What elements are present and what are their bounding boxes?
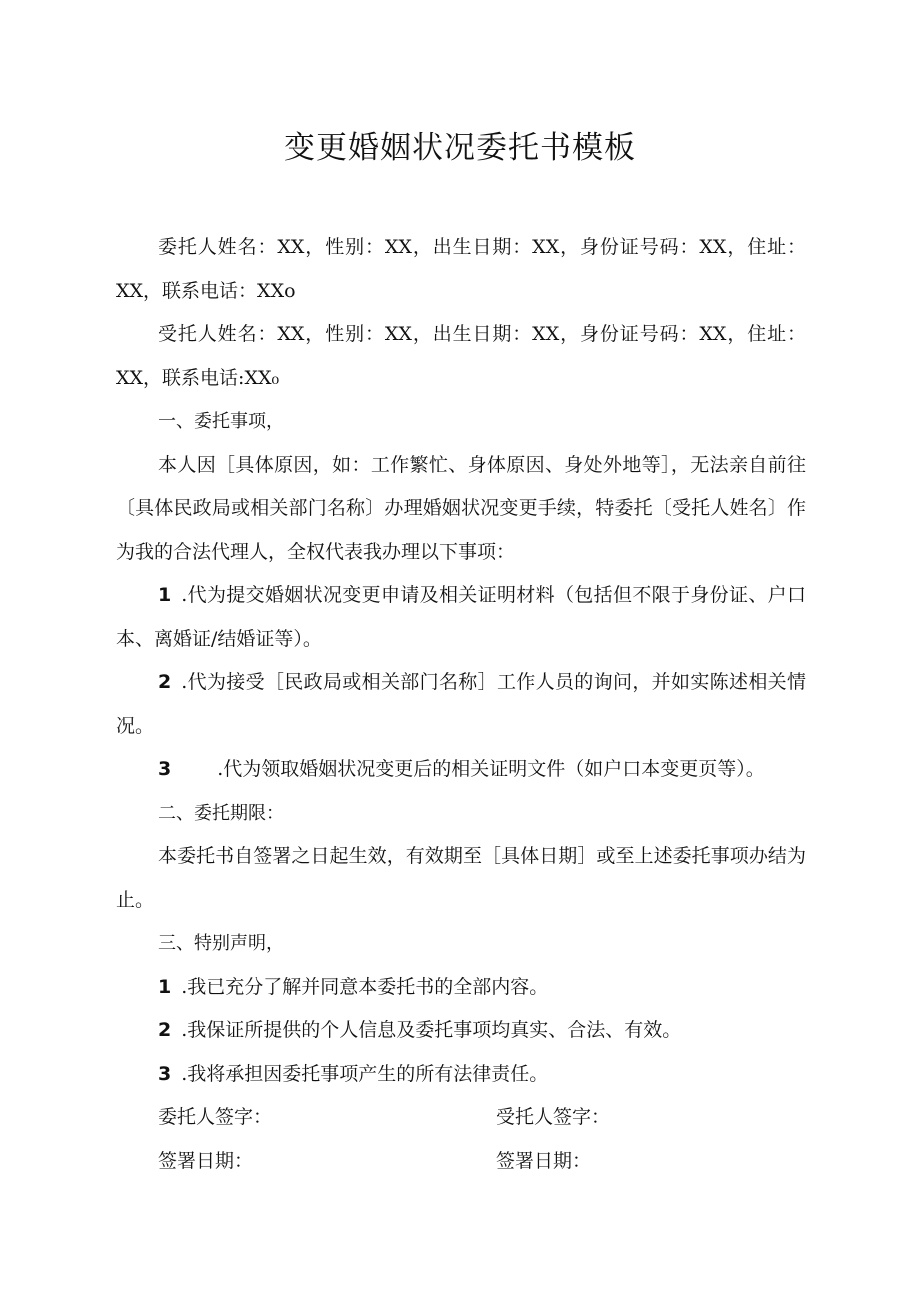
section-1-item (116, 748, 806, 792)
item-text: .代为领取婚姻状况变更后的相关证明文件（如户口本变更页等）。 (217, 758, 765, 780)
principal-date-label: 签署日期： (158, 1149, 254, 1172)
section-1-intro: 本人因［具体原因，如：工作繁忙、身体原因、身处外地等］，无法亲自前往〔具体民政局或相关部门名称〕办理婚姻状况变更手续，特委托〔受托人姓名〕作为我的合法代理人，全权代表我办理以下事项： (116, 453, 806, 563)
section-3-item (116, 1009, 806, 1053)
item-number: 2 (158, 671, 172, 693)
item-number: 3 (158, 1062, 172, 1085)
date-row (116, 1140, 806, 1184)
item-text: .代为接受［民政局或相关部门名称］工作人员的询问，并如实陈述相关情况。 (116, 671, 806, 737)
document-body (116, 226, 806, 1183)
section-1-item (116, 661, 806, 748)
page-title: 变更婚姻状况委托书模板 (284, 130, 636, 166)
principal-info: 委托人姓名：XX，性别：XX，出生日期：XX，身份证号码：XX，住址：XX，联系电话：XXo (116, 236, 806, 302)
item-number: 3 (158, 758, 172, 780)
section-3-item (116, 1053, 806, 1097)
item-number: 1 (158, 584, 172, 606)
section-1-item (116, 574, 806, 661)
item-text: .我保证所提供的个人信息及委托事项均真实、合法、有效。 (181, 1019, 682, 1041)
section-3-heading: 三、特别声明， (158, 933, 284, 954)
item-text: .代为提交婚姻状况变更申请及相关证明材料（包括但不限于身份证、户口本、离婚证/结婚证等）。 (116, 584, 806, 650)
principal-signature-label: 委托人签字： (158, 1106, 273, 1128)
item-text: .我已充分了解并同意本委托书的全部内容。 (181, 975, 549, 998)
item-text: .我将承担因委托事项产生的所有法律责任。 (181, 1062, 549, 1085)
signature-row (116, 1096, 806, 1140)
agent-signature-label: 受托人签字： (496, 1106, 611, 1128)
section-1-heading: 一、委托事项， (158, 411, 284, 432)
section-2-text: 本委托书自签署之日起生效，有效期至［具体日期］或至上述委托事项办结为止。 (116, 845, 806, 911)
item-number: 2 (158, 1019, 172, 1041)
agent-date-label: 签署日期： (496, 1149, 592, 1172)
section-3-item (116, 966, 806, 1010)
agent-info: 受托人姓名：XX，性别：XX，出生日期：XX，身份证号码：XX，住址：XX，联系电话:XX₀ (116, 323, 806, 389)
section-2-heading: 二、委托期限： (158, 802, 284, 824)
item-number: 1 (158, 975, 172, 998)
